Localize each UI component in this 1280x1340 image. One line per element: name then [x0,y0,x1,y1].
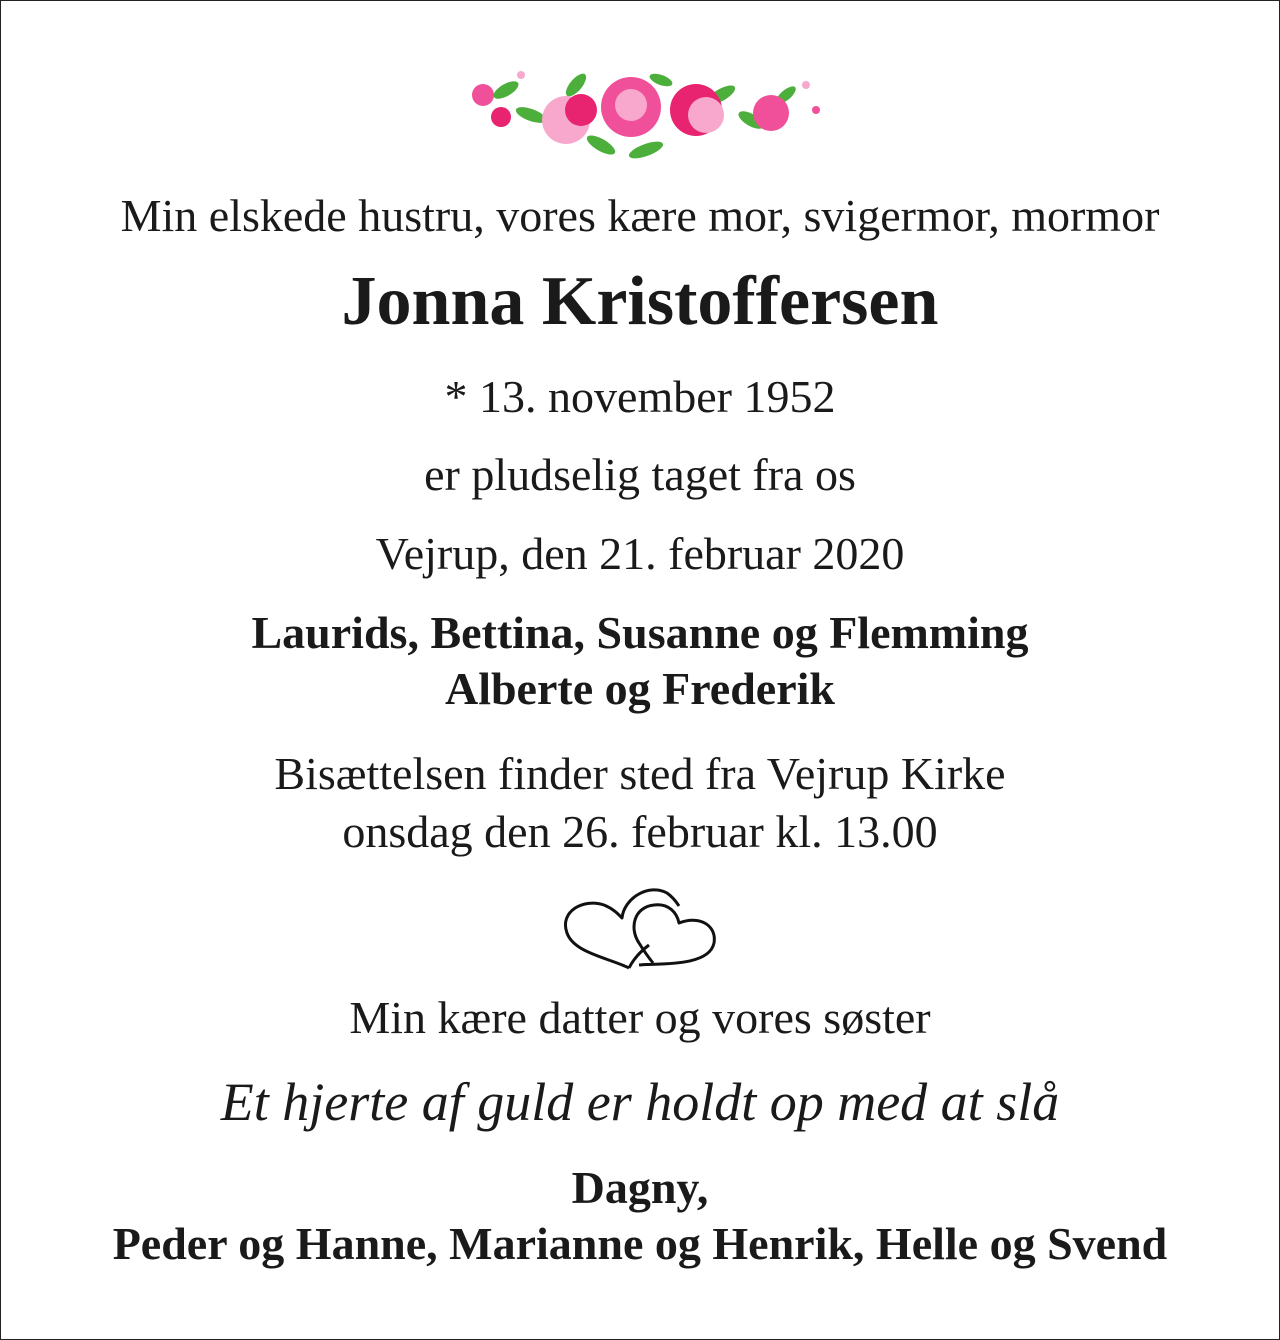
place-date: Vejrup, den 21. februar 2020 [375,528,905,579]
intro-text: Min elskede hustru, vores kære mor, svigermor, mormor [120,190,1160,241]
second-family-line-2: Peder og Hanne, Marianne og Henrik, Helle og Svend [112,1218,1168,1269]
second-intro-text: Min kære datter og vores søster [349,992,931,1043]
flower-garland-icon [461,65,821,165]
birth-date: * 13. november 1952 [444,371,836,422]
quote-text: Et hjerte af guld er holdt op med at slå [220,1072,1060,1132]
family-line-1: Laurids, Bettina, Susanne og Flemming [251,607,1029,658]
passed-text: er pludselig taget fra os [424,449,856,500]
second-family-line-1: Dagny, [571,1162,709,1213]
family-line-2: Alberte og Frederik [444,663,836,714]
two-hearts-icon [559,883,724,978]
funeral-line-1: Bisættelsen finder sted fra Vejrup Kirke [274,748,1006,799]
deceased-name: Jonna Kristoffersen [341,263,939,340]
funeral-line-2: onsdag den 26. februar kl. 13.00 [342,806,938,857]
